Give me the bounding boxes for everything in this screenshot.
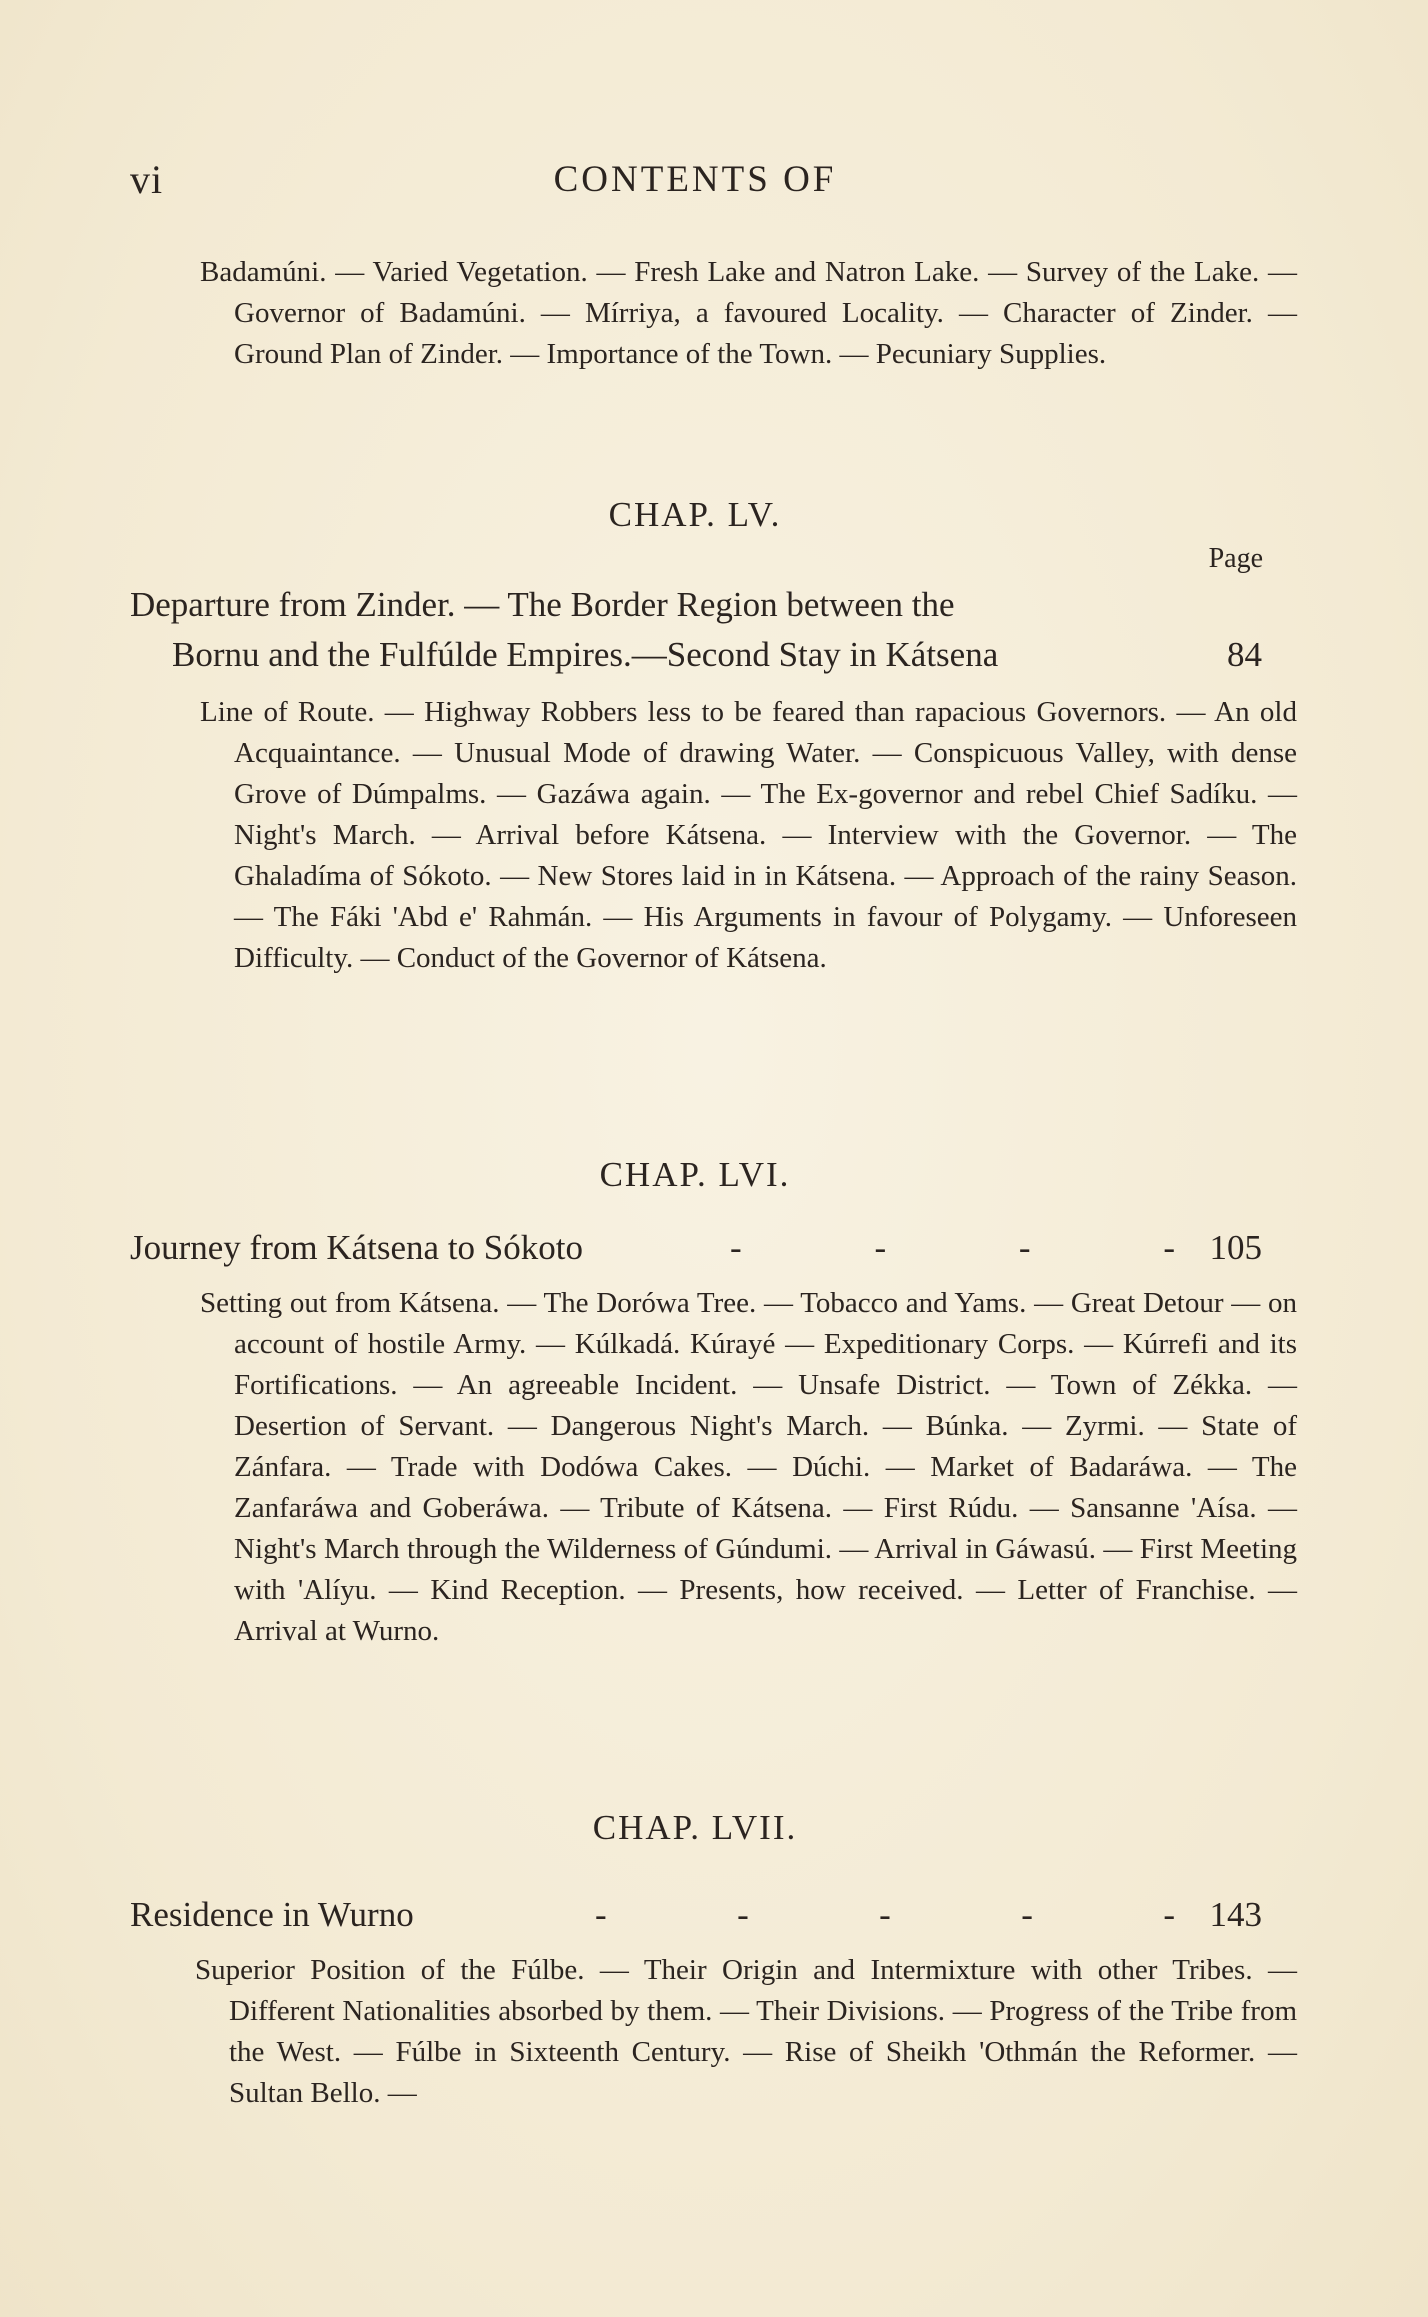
page-number: vi xyxy=(130,157,164,202)
chapter-synopsis-lvi: Setting out from Kátsena. — The Dorówa Tree. — Tobacco and Yams. — Great Detour — on account of hostile Army. — Kúlkadá. Kúrayé — Expeditionary Corps. — Kúrrefi and its Fortifications. — An agreeable Incident. — Unsafe District. — Town of Zékka. — Desertion of Servant. — Dangerous Night's March. — Búnka. — Zyrmi. — State of Zánfara. — Trade with Dodówa Cakes. — Dúchi. — Market of Badaráwa. — The Zanfaráwa and Goberáwa. — Tribute of Kátsena. — First Rúdu. — Sansanne 'Aísa. — Night's March through the Wilderness of Gúndumi. — Arrival in Gáwasú. — First Meeting with 'Alíyu. — Kind Reception. — Presents, how received. — Letter of Franchise. — Arrival at Wurno. xyxy=(200,1287,1297,1647)
page-column-label: Page xyxy=(1208,543,1263,574)
chapter-title-line xyxy=(130,580,1262,630)
chapter-synopsis-lvii: Superior Position of the Fúlbe. — Their Origin and Intermixture with other Tribes. — Different Nationalities absorbed by them. — Their Divisions. — Progress of the Tribe from the West. — Fúlbe in Sixteenth Century. — Rise of Sheikh 'Othmán the Reformer. — Sultan Bello. — xyxy=(195,1954,1297,2109)
chapter-page-number: 105 xyxy=(1209,1228,1262,1267)
chapter-title-text: Journey from Kátsena to Sókoto xyxy=(130,1228,583,1267)
leader-dash: - xyxy=(879,1895,891,1934)
leader-dash: - xyxy=(730,1228,742,1267)
chapter-heading-lvii: CHAP. LVII. xyxy=(592,1808,798,1847)
leader-dash: - xyxy=(874,1228,887,1267)
running-header xyxy=(130,156,1260,206)
chapter-title-text: Residence in Wurno xyxy=(130,1895,414,1934)
leader-dash: - xyxy=(1018,1228,1031,1267)
dot-leaders xyxy=(595,1890,1175,1940)
dot-leaders xyxy=(730,1223,1175,1273)
chapter-title-text: Bornu and the Fulfúlde Empires.—Second Stay in Kátsena xyxy=(172,635,999,674)
chapter-page-number: 143 xyxy=(1209,1895,1262,1934)
leader-dash: - xyxy=(1163,1228,1175,1267)
chapter-title-line xyxy=(130,630,1262,680)
chapter-heading-lvi: CHAP. LVI. xyxy=(599,1155,791,1194)
chapter-title-lvii xyxy=(130,1890,1262,1940)
chapter-page-number: 84 xyxy=(1227,635,1262,674)
chapter-title-text: Departure from Zinder. — The Border Region between the xyxy=(130,585,955,624)
chapter-synopsis-lv: Line of Route. — Highway Robbers less to be feared than rapacious Governors. — An old Acquaintance. — Unusual Mode of drawing Water. — Conspicuous Valley, with dense Grove of Dúmpalms. — Gazáwa again. — The Ex-governor and rebel Chief Sadíku. — Night's March. — Arrival before Kátsena. — Interview with the Governor. — The Ghaladíma of Sókoto. — New Stores laid in in Kátsena. — Approach of the rainy Season. — The Fáki 'Abd e' Rahmán. — His Arguments in favour of Polygamy. — Unforeseen Difficulty. — Conduct of the Governor of Kátsena. xyxy=(200,696,1297,974)
leader-dash: - xyxy=(737,1895,749,1934)
chapter-title-lv xyxy=(130,580,1262,680)
leader-dash: - xyxy=(1021,1895,1033,1934)
chapter-heading-lv: CHAP. LV. xyxy=(608,495,782,534)
chapter-title-line xyxy=(130,1223,1262,1273)
chapter-title-line xyxy=(130,1890,1262,1940)
leader-dash: - xyxy=(1163,1895,1175,1934)
intro-synopsis: Badamúni. — Varied Vegetation. — Fresh Lake and Natron Lake. — Survey of the Lake. — Governor of Badamúni. — Mírriya, a favoured Locality. — Character of Zinder. — Ground Plan of Zinder. — Importance of the Town. — Pecuniary Supplies. xyxy=(200,256,1297,370)
leader-dash: - xyxy=(595,1895,607,1934)
chapter-title-lvi xyxy=(130,1223,1262,1273)
running-title: CONTENTS OF xyxy=(553,159,837,200)
